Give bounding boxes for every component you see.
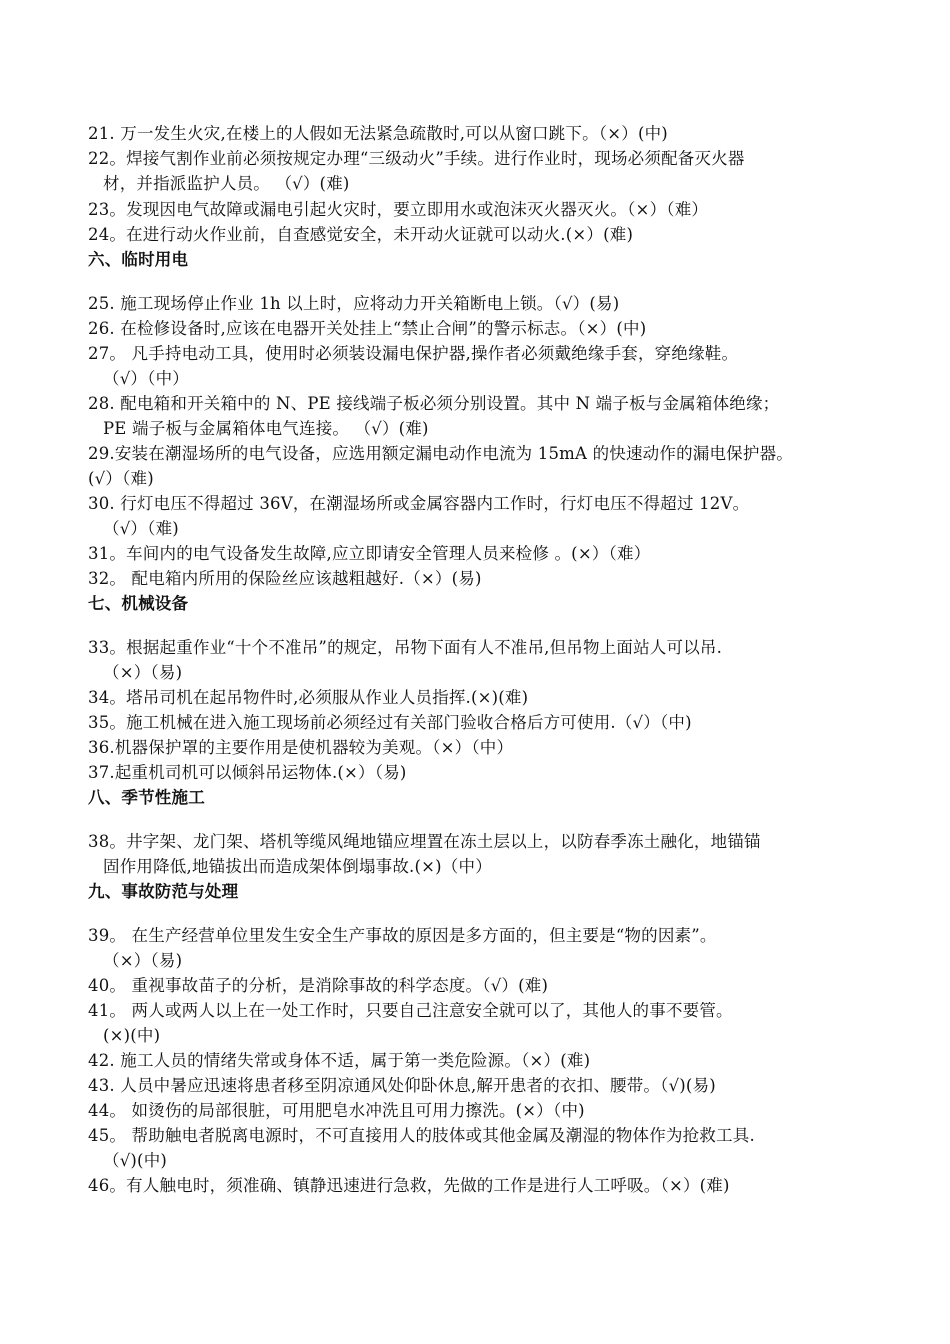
question-26: 26. 在检修设备时,应该在电器开关处挂上“禁止合闸”的警示标志。（×）(中) [88,319,647,338]
question-41-continued: (×)(中) [103,1026,161,1045]
question-42: 42. 施工人员的情绪失常或身体不适，属于第一类危险源。（×）(难) [88,1051,591,1070]
question-22-continued: 材，并指派监护人员。 （√）(难) [103,174,350,193]
question-36: 36.机器保护罩的主要作用是使机器较为美观。（×）（中） [88,738,514,757]
question-23: 23。发现因电气故障或漏电引起火灾时，要立即用水或泡沫灭火器灭火。（×）（难） [88,200,709,219]
question-39-continued: （×）（易) [103,951,183,970]
question-29: 29.安装在潮湿场所的电气设备，应选用额定漏电动作电流为 15mA 的快速动作的漏电保护器。 [88,444,793,463]
question-29-continued: (√）（难) [88,469,154,488]
question-31: 31。车间内的电气设备发生故障,应立即请安全管理人员来检修 。(×）（难） [88,544,651,563]
question-30: 30. 行灯电压不得超过 36V，在潮湿场所或金属容器内工作时，行灯电压不得超过 12V。 [88,494,750,513]
question-33-continued: （×）（易) [103,663,183,682]
question-30-continued: （√）（难) [103,519,179,538]
section-heading-accident-prevention: 九、事故防范与处理 [88,882,239,901]
question-45: 45。 帮助触电者脱离电源时，不可直接用人的肢体或其他金属及潮湿的物体作为抢救工具. [88,1126,755,1145]
question-35: 35。施工机械在进入施工现场前必须经过有关部门验收合格后方可使用.（√）（中) [88,713,692,732]
question-21: 21. 万一发生火灾,在楼上的人假如无法紧急疏散时,可以从窗口跳下。（×）(中) [88,124,668,143]
question-43: 43. 人员中暑应迅速将患者移至阴凉通风处仰卧休息,解开患者的衣扣、腰带。（√)(易) [88,1076,716,1095]
question-27-continued: （√）（中） [103,369,189,388]
question-45-continued: （√)(中) [103,1151,168,1170]
question-24: 24。在进行动火作业前，自查感觉安全，未开动火证就可以动火.(×）(难) [88,225,634,244]
question-22: 22。焊接气割作业前必须按规定办理“三级动火”手续。进行作业时，现场必须配备灭火器 [88,149,745,168]
question-28-continued: PE 端子板与金属箱体电气连接。 （√）(难) [103,419,429,438]
section-heading-seasonal-construction: 八、季节性施工 [88,788,205,807]
question-46: 46。有人触电时，须准确、镇静迅速进行急救，先做的工作是进行人工呼吸。（×）(难) [88,1176,730,1195]
question-25: 25. 施工现场停止作业 1h 以上时，应将动力开关箱断电上锁。（√）(易) [88,294,620,313]
question-40: 40。 重视事故苗子的分析，是消除事故的科学态度。（√）(难) [88,976,549,995]
question-32: 32。 配电箱内所用的保险丝应该越粗越好.（×）(易) [88,569,482,588]
question-44: 44。 如烫伤的局部很脏，可用肥皂水冲洗且可用力擦洗。(×）（中) [88,1101,585,1120]
question-38: 38。井字架、龙门架、塔机等缆风绳地锚应埋置在冻土层以上，以防春季冻土融化，地锚锚 [88,832,761,851]
question-37: 37.起重机司机可以倾斜吊运物体.(×）（易) [88,763,407,782]
question-38-continued: 固作用降低,地锚拔出而造成架体倒塌事故.(×)（中） [103,857,492,876]
question-27: 27。 凡手持电动工具，使用时必须装设漏电保护器,操作者必须戴绝缘手套，穿绝缘鞋。 [88,344,739,363]
question-39: 39。 在生产经营单位里发生安全生产事故的原因是多方面的，但主要是“物的因素”。 [88,926,717,945]
section-heading-temporary-electricity: 六、临时用电 [88,250,189,269]
question-28: 28. 配电箱和开关箱中的 N、PE 接线端子板必须分别设置。其中 N 端子板与金属箱体绝缘； [88,394,780,413]
question-34: 34。塔吊司机在起吊物件时,必须服从作业人员指挥.(×)(难) [88,688,529,707]
section-heading-machinery: 七、机械设备 [88,594,189,613]
question-41: 41。 两人或两人以上在一处工作时，只要自己注意安全就可以了，其他人的事不要管。 [88,1001,733,1020]
question-33: 33。根据起重作业“十个不准吊”的规定，吊物下面有人不准吊,但吊物上面站人可以吊. [88,638,723,657]
